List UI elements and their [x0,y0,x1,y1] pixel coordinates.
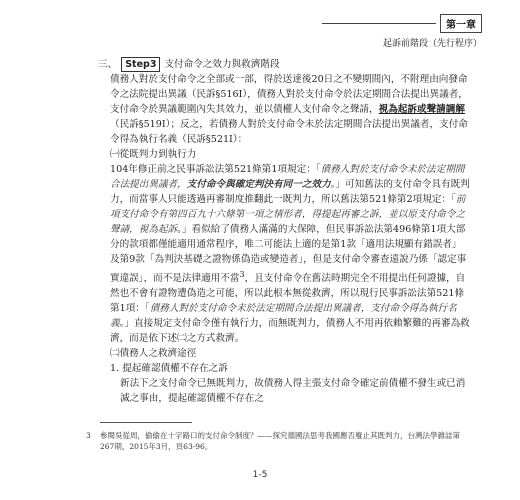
paragraph-text: 債務人對於支付命令之全部或一部，得於送達後20日之不變期間內，不附理由向發命令之法院提出異議（民訴§516Ⅰ），債務人對於支付命令於法定期間合法提出異議者，支付命令於異議範圍內失其效力，並以債權人支付命令之聲請， [110,74,468,115]
footnote [86,430,470,452]
statute-quote-bold: 支付命令與確定判決有同一之效力 [186,179,331,190]
footnote-number: 3 [86,431,91,440]
statute-quote: 債務人對於支付命令未於法定期間合法提出異議者， [110,164,465,190]
running-header [322,14,482,49]
paragraph-text: 104年修正前之民事訴訟法第521條第1項規定：「 [110,164,321,175]
subheading-2: ㈡債務人之救濟途徑 [110,348,197,360]
list-item-1: 1. 提起確認債權不存在之訴 [110,363,228,375]
chapter-subtitle: 起訴前階段（先行程序） [382,39,482,49]
paragraph-objection [100,72,470,147]
statute-quote: 債務人對於支付命令未於法定期間合法提出異議者，支付命令得為執行名義 [110,303,457,330]
paragraph-emphasis: 視為起訴或聲請調解 [378,104,465,115]
paragraph-history [100,162,470,346]
subheading-1: ㈠從既判力到執行力 [110,149,197,160]
paragraph-text: 。」 [330,179,346,190]
paragraph-remedy: 新法下之支付命令已無既判力，故債務人得主張支付命令確定前債權不發生或已消滅之事由，提起確認債權不存在之 [120,378,466,405]
paragraph-text: ，且支付命令在舊法時期完全不用提出任何證據，自然也不會有證物遭偽造之可能，所以此根本無從救濟，所以現行民事訴訟法第521條第1項：「 [110,273,466,315]
paragraph-text: 。」直接規定支付命令僅有執行力，而無既判力，債務人不用再依賴繁難的再審為救濟，而是依下述㈡之方式救濟。 [110,318,470,345]
footnote-text: 參閱吳從周，偷偷在十字路口的支付命令制度？——探究德國法思考我國應否廢止其既判力，台灣法學雜誌第267期，2015年3月，頁63-96。 [100,431,460,451]
chapter-label-wrap [322,14,482,33]
paragraph-text: 。」 [177,224,192,235]
section-number: 三、 [98,59,118,70]
page-number: 1-5 [252,470,268,480]
footnote-ref[interactable]: 3 [239,270,245,279]
paragraph-text: 看似給了債務人滿滿的大保障，但民事訴訟法第496條第1項大部分的款項都僅能適用通常程序，唯二可能法上適的是第1款「適用法規顯有錯誤者」及第9款「為判決基礎之證物係偽造或變造者」，但是支付命令審查遠說乃係「認定事實違誤」，而不是法律適用不當 [110,224,467,285]
step-badge: Step3 [121,57,160,72]
header-rule [322,23,436,24]
section-heading [98,57,470,72]
chapter-label: 第一章 [440,14,482,33]
statute-quote: 前項支付命令有第四百九十六條第一項之情形者，得提起再審之訴，並以原支付命令之聲請，視為起訴 [110,194,466,235]
paragraph-text: （民訴§519Ⅰ）；反之，若債務人對於支付命令未於法定期間合法提出異議者，支付命令得為執行名義（民訴§521Ⅰ）： [110,119,468,145]
paragraph-text: 可知舊法的支付命令具有既判力，而當事人只能透過再審制度推翻此一既判力，所以舊法第521條第2項規定：「 [110,179,470,205]
section-title: 支付命令之效力與救濟階段 [164,59,280,70]
footnote-rule [100,422,192,423]
main-content [100,57,470,406]
